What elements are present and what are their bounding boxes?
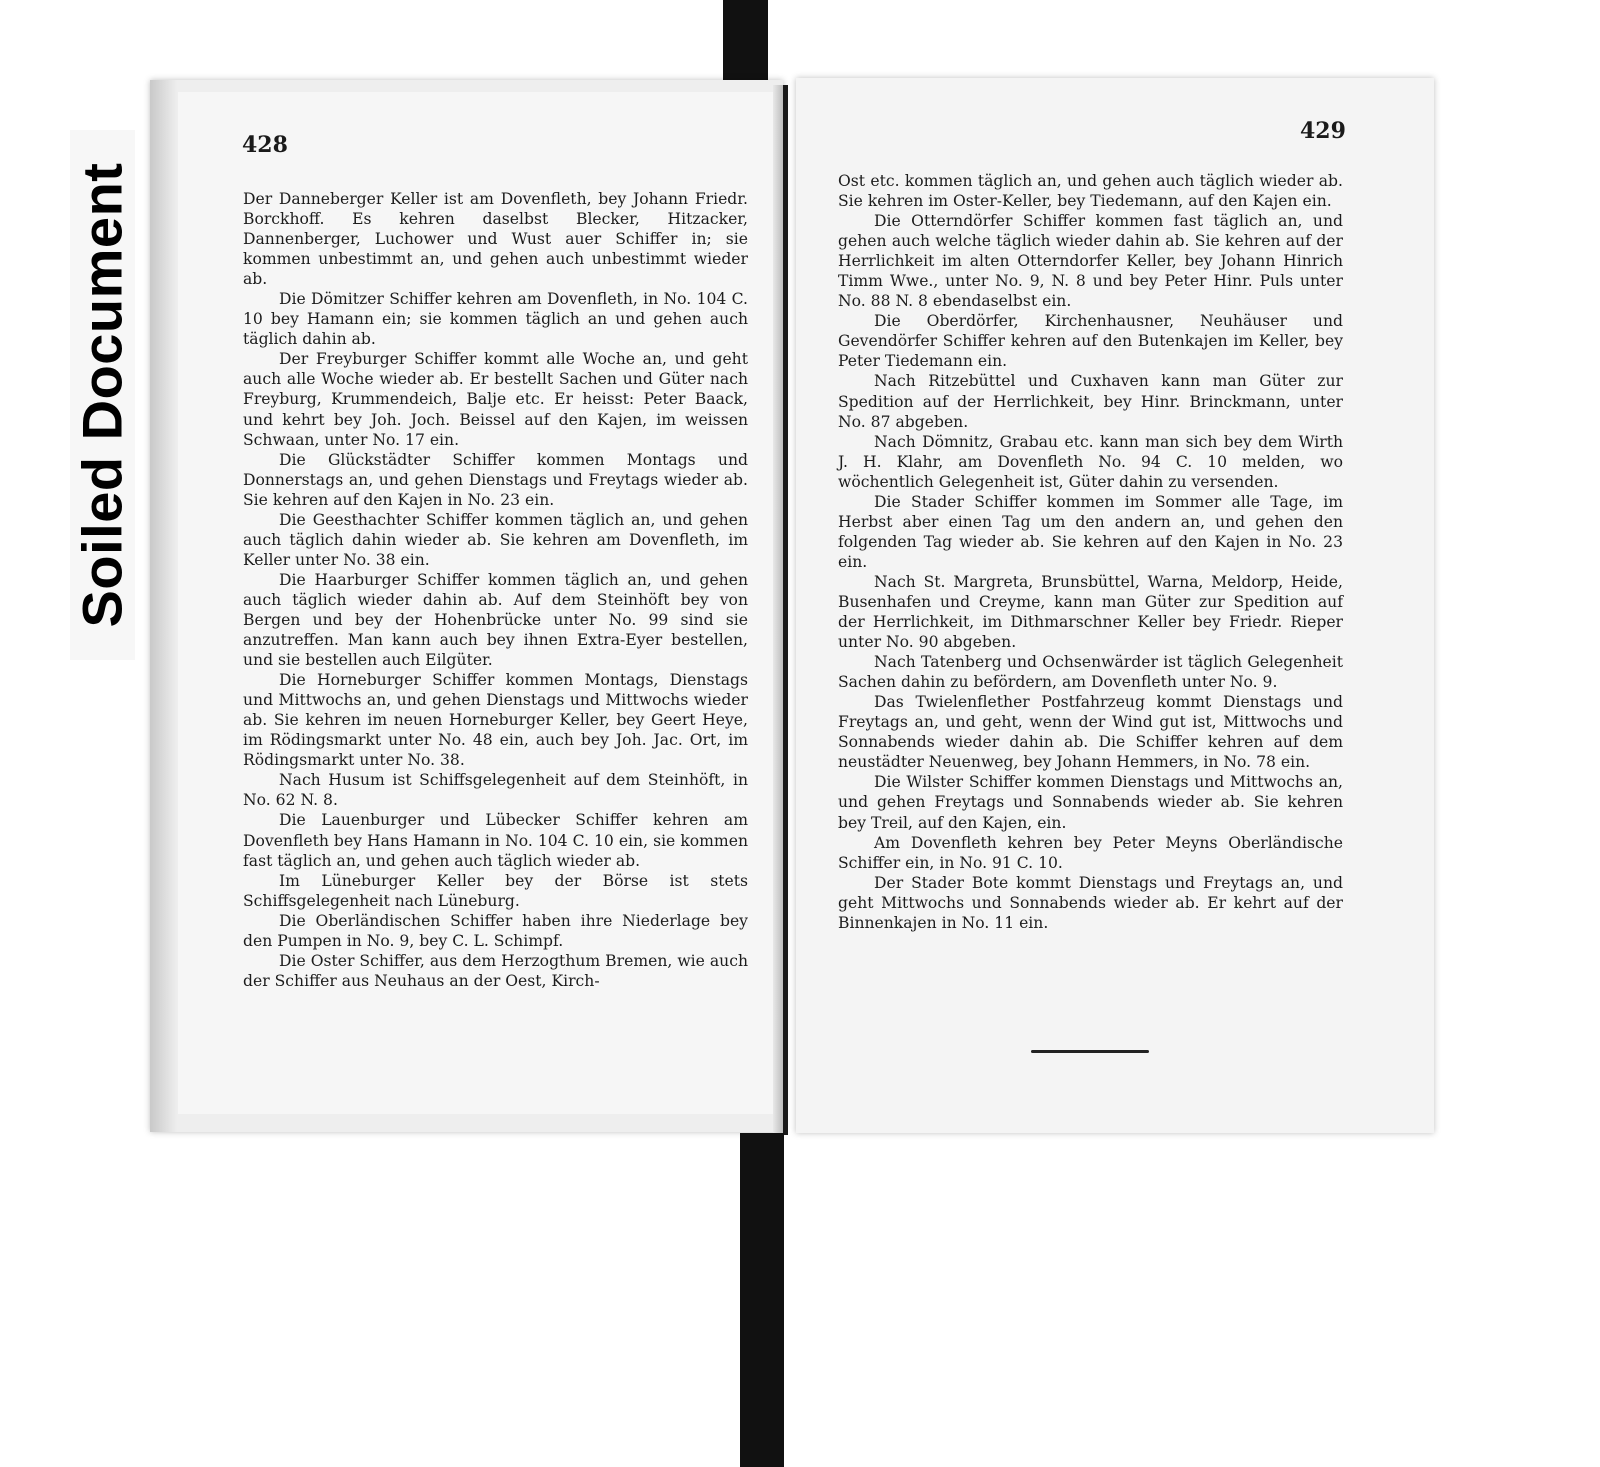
spine-shadow	[773, 85, 783, 1135]
paragraph: Die Geesthachter Schiffer kommen täglich an, und gehen auch täglich dahin wieder ab. Sie kehren am Dovenfleth, im Keller unter No. 38 ein.	[243, 510, 748, 569]
paragraph: Nach Dömnitz, Grabau etc. kann man sich bey dem Wirth J. H. Klahr, am Dovenfleth No. 94 C. 10 melden, wo wöchentlich Gelegenheit ist, Güter dahin zu versenden.	[838, 432, 1343, 491]
page-number-left: 428	[242, 132, 288, 158]
page-number-right: 429	[1300, 118, 1346, 144]
paragraph: Nach Ritzebüttel und Cuxhaven kann man Güter zur Spedition auf der Herrlichkeit, bey Hinr. Brinckmann, unter No. 87 abgeben.	[838, 372, 1343, 431]
paragraph: Die Stader Schiffer kommen im Sommer alle Tage, im Herbst aber einen Tag um den andern an, und gehen den folgenden Tag wieder ab. Sie kehren auf den Kajen in No. 23 ein.	[838, 492, 1343, 571]
paragraph: Die Oberdörfer, Kirchenhausner, Neuhäuser und Gevendörfer Schiffer kehren auf den Butenkajen im Keller, bey Peter Tiedemann ein.	[838, 312, 1343, 371]
paragraph: Am Dovenfleth kehren bey Peter Meyns Oberländische Schiffer ein, in No. 91 C. 10.	[838, 833, 1343, 872]
paragraph: Die Oster Schiffer, aus dem Herzogthum Bremen, wie auch der Schiffer aus Neuhaus an der Oest, Kirch-	[243, 951, 748, 990]
binding-tab-bottom	[740, 1133, 784, 1467]
book-gutter	[783, 85, 788, 1135]
paragraph: Der Danneberger Keller ist am Dovenfleth, bey Johann Friedr. Borckhoff. Es kehren daselbst Blecker, Hitzacker, Dannenberger, Luchower und Wust auer Schiffer in; sie kommen unbestimmt an, und gehen auch unbestimmt wieder ab.	[243, 190, 748, 289]
paragraph: Der Freyburger Schiffer kommt alle Woche an, und geht auch alle Woche wieder ab. Er bestellt Sachen und Güter nach Freyburg, Krummendeich, Balje etc. Er heisst: Peter Baack, und kehrt bey Joh. Joch. Beissel auf den Kajen, im weissen Schwaan, unter No. 17 ein.	[243, 350, 748, 449]
paragraph: Die Glückstädter Schiffer kommen Montags und Donnerstags an, und gehen Dienstags und Freytags wieder ab. Sie kehren auf den Kajen in No. 23 ein.	[243, 450, 748, 509]
paragraph: Die Otterndörfer Schiffer kommen fast täglich an, und gehen auch welche täglich wieder dahin ab. Sie kehren auf der Herrlichkeit im alten Otterndorfer Keller, bey Johann Hinrich Timm Wwe., unter No. 9, N. 8 und bey Peter Hinr. Puls unter No. 88 N. 8 ebendaselbst ein.	[838, 212, 1343, 311]
paragraph: Die Dömitzer Schiffer kehren am Dovenfleth, in No. 104 C. 10 bey Hamann ein; sie kommen täglich an und gehen auch täglich dahin ab.	[243, 290, 748, 349]
paragraph: Nach Tatenberg und Ochsenwärder ist täglich Gelegenheit Sachen dahin zu befördern, am Dovenfleth unter No. 9.	[838, 653, 1343, 692]
paragraph: Das Twielenflether Postfahrzeug kommt Dienstags und Freytags an, und geht, wenn der Wind gut ist, Mittwochs und Sonnabends wieder dahin ab. Die Schiffer kehren auf dem neustädter Neuenweg, bey Johann Hemmers, in No. 78 ein.	[838, 693, 1343, 772]
right-page-text-column	[838, 171, 1343, 933]
paragraph: Die Haarburger Schiffer kommen täglich an, und gehen auch täglich wieder dahin ab. Auf dem Steinhöft bey von Bergen und bey der Hohenbrücke unter No. 99 sind sie anzutreffen. Man kann auch bey ihnen Extra-Eyer bestellen, und sie bestellen auch Eilgüter.	[243, 570, 748, 670]
paragraph: Die Lauenburger und Lübecker Schiffer kehren am Dovenfleth bey Hans Hamann in No. 104 C. 10 ein, sie kommen fast täglich an, und gehen auch täglich wieder ab.	[243, 811, 748, 870]
end-ornament-rule	[1031, 1050, 1149, 1053]
paragraph: Im Lüneburger Keller bey der Börse ist stets Schiffsgelegenheit nach Lüneburg.	[243, 871, 748, 910]
paragraph: Ost etc. kommen täglich an, und gehen auch täglich wieder ab. Sie kehren im Oster-Keller, bey Tiedemann, auf den Kajen ein.	[838, 172, 1343, 211]
paragraph: Die Oberländischen Schiffer haben ihre Niederlage bey den Pumpen in No. 9, bey C. L. Schimpf.	[243, 911, 748, 950]
paragraph: Nach Husum ist Schiffsgelegenheit auf dem Steinhöft, in No. 62 N. 8.	[243, 771, 748, 810]
soiled-document-stamp: Soiled Document	[70, 162, 134, 628]
paragraph: Die Horneburger Schiffer kommen Montags, Dienstags und Mittwochs an, und gehen Dienstags und Mittwochs wieder ab. Sie kehren im neuen Horneburger Keller, bey Geert Heye, im Rödingsmarkt unter No. 48 ein, auch bey Joh. Jac. Ort, im Rödingsmarkt unter No. 38.	[243, 671, 748, 770]
paragraph: Nach St. Margreta, Brunsbüttel, Warna, Meldorp, Heide, Busenhafen und Creyme, kann man Güter zur Spedition auf der Herrlichkeit, im Dithmarschner Keller bey Friedr. Rieper unter No. 90 abgeben.	[838, 572, 1343, 652]
paragraph: Die Wilster Schiffer kommen Dienstags und Mittwochs an, und gehen Freytags und Sonnabends wieder ab. Sie kehren bey Treil, auf den Kajen, ein.	[838, 773, 1343, 832]
left-page-text-column	[243, 189, 748, 991]
paragraph: Der Stader Bote kommt Dienstags und Freytags an, und geht Mittwochs und Sonnabends wieder ab. Er kehrt auf der Binnenkajen in No. 11 ein.	[838, 873, 1343, 932]
left-page-edge-shadow	[150, 80, 178, 1132]
